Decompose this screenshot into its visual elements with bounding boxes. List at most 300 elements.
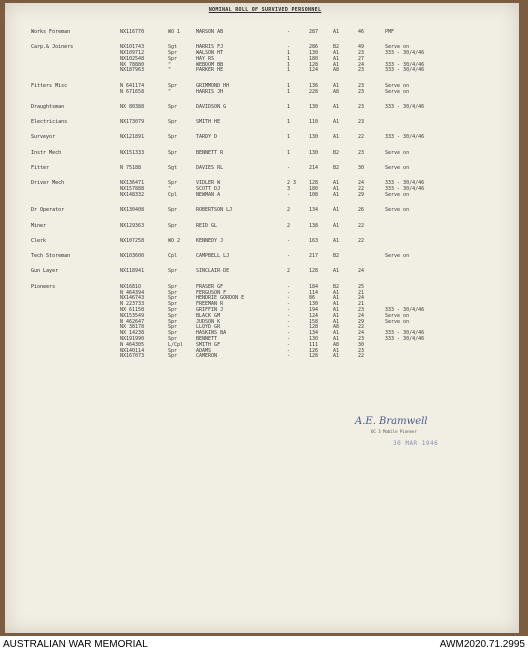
- column-code: -: [287, 353, 291, 360]
- column-a: 124: [309, 312, 319, 319]
- army-number: NX153549: [120, 312, 145, 319]
- rank: Spr: [168, 149, 178, 156]
- column-code: -: [287, 237, 291, 244]
- column-b: A1: [333, 191, 340, 198]
- column-code: -: [287, 306, 291, 313]
- trade-label: Fitter: [31, 165, 50, 172]
- member-name: FREEMAN R: [196, 301, 224, 308]
- army-number: N 223733: [120, 301, 145, 308]
- remarks: 333 - 30/4/46: [385, 67, 425, 74]
- remarks: Serve on: [385, 318, 410, 325]
- trade-group: [5, 284, 519, 359]
- army-number: NX 14238: [120, 330, 145, 337]
- remarks: PMF: [385, 29, 395, 35]
- army-number: NX103600: [120, 253, 145, 260]
- table-row: [5, 165, 519, 171]
- remarks: 333 - 30/4/46: [385, 134, 425, 141]
- column-code: -: [287, 191, 291, 198]
- column-c: 23: [358, 88, 365, 95]
- column-code: -: [287, 295, 291, 302]
- army-number: NX121891: [120, 134, 145, 141]
- column-a: 158: [309, 318, 319, 325]
- trade-group: [5, 268, 519, 274]
- remarks: 333 - 30/4/46: [385, 103, 425, 110]
- member-name: MARSON AB: [196, 29, 224, 35]
- army-number: N 671658: [120, 88, 145, 95]
- army-number: NX107258: [120, 237, 145, 244]
- column-a: 180: [309, 186, 319, 193]
- trade-label: Fitters Misc: [31, 82, 68, 89]
- member-name: HASKINS BA: [196, 330, 227, 337]
- member-name: REID GL: [196, 222, 218, 229]
- rank: Spr: [168, 289, 178, 296]
- column-c: 30: [358, 341, 365, 348]
- column-c: 22: [358, 186, 365, 193]
- column-c: 22: [358, 134, 365, 141]
- army-number: N 641174: [120, 82, 145, 89]
- column-c: 21: [358, 289, 365, 296]
- member-name: DAVIES RL: [196, 165, 224, 172]
- remarks: 333 - 30/4/46: [385, 186, 425, 193]
- column-b: A8: [333, 341, 340, 348]
- rank: Spr: [168, 301, 178, 308]
- column-c: 27: [358, 55, 365, 62]
- rank: Cpl: [168, 191, 178, 198]
- rank: Spr: [168, 347, 178, 354]
- trade-group: [5, 104, 519, 110]
- column-code: -: [287, 289, 291, 296]
- column-code: 1: [287, 103, 291, 110]
- army-number: N 462647: [120, 318, 145, 325]
- column-c: 25: [358, 283, 365, 290]
- column-code: -: [287, 335, 291, 342]
- column-b: A1: [333, 301, 340, 308]
- rank: Spr: [168, 335, 178, 342]
- army-number: NX102548: [120, 55, 145, 62]
- column-a: 184: [309, 283, 319, 290]
- trade-group: [5, 207, 519, 213]
- column-b: A1: [333, 207, 340, 214]
- column-code: 2: [287, 268, 291, 275]
- column-c: 29: [358, 318, 365, 325]
- army-number: NX148332: [120, 191, 145, 198]
- column-c: 22: [358, 353, 365, 360]
- column-b: A8: [333, 324, 340, 331]
- army-number: NX129363: [120, 222, 145, 229]
- member-name: ROBERTSON LJ: [196, 207, 233, 214]
- trade-group: [5, 180, 519, 197]
- column-code: 1: [287, 82, 291, 89]
- column-b: A1: [333, 103, 340, 110]
- column-c: 30: [358, 165, 365, 172]
- signature-block: [355, 416, 505, 456]
- column-code: 1: [287, 119, 291, 126]
- member-name: BLACK GM: [196, 312, 221, 319]
- army-number: NX136471: [120, 180, 145, 187]
- column-b: B2: [333, 165, 340, 172]
- column-code: -: [287, 324, 291, 331]
- column-b: A1: [333, 29, 340, 35]
- column-b: A1: [333, 50, 340, 57]
- remarks: Serve on: [385, 149, 410, 156]
- army-number: NX151333: [120, 149, 145, 156]
- rank: Spr: [168, 312, 178, 319]
- army-number: NX146743: [120, 295, 145, 302]
- column-b: A1: [333, 119, 340, 126]
- trade-label: Tech Storeman: [31, 253, 71, 260]
- column-code: -: [287, 165, 291, 172]
- trade-group: [5, 29, 519, 35]
- rank: Cpl: [168, 253, 178, 260]
- remarks: Serve on: [385, 191, 410, 198]
- rank: Spr: [168, 222, 178, 229]
- column-c: 24: [358, 268, 365, 275]
- remarks: 333 - 30/4/46: [385, 50, 425, 57]
- member-name: BENNETT: [196, 335, 218, 342]
- column-b: A1: [333, 289, 340, 296]
- member-name: SMITH HE: [196, 119, 221, 126]
- table-row: [5, 89, 519, 95]
- rank: Spr: [168, 207, 178, 214]
- trade-group: [5, 134, 519, 140]
- column-c: 26: [358, 207, 365, 214]
- rank: Spr: [168, 82, 178, 89]
- table-row: [5, 353, 519, 359]
- trade-label: Pioneers: [31, 283, 56, 290]
- member-name: SCOTT DJ: [196, 186, 221, 193]
- column-b: A1: [333, 312, 340, 319]
- remarks: Serve on: [385, 165, 410, 172]
- column-code: 1: [287, 50, 291, 57]
- rank: Spr: [168, 324, 178, 331]
- column-a: 128: [309, 324, 319, 331]
- table-row: [5, 104, 519, 110]
- army-number: NX191990: [120, 335, 145, 342]
- column-a: 130: [309, 301, 319, 308]
- rank: Spr: [168, 180, 178, 187]
- army-number: NX187963: [120, 67, 145, 74]
- member-name: JUDSON K: [196, 318, 221, 325]
- column-code: 1: [287, 134, 291, 141]
- member-name: TARDY D: [196, 134, 218, 141]
- column-a: 287: [309, 29, 319, 35]
- column-code: -: [287, 44, 291, 51]
- column-b: A8: [333, 67, 340, 74]
- column-b: A1: [333, 347, 340, 354]
- rank: Spr: [168, 103, 178, 110]
- column-c: 23: [358, 103, 365, 110]
- column-c: 24: [358, 295, 365, 302]
- army-number: NX118941: [120, 268, 145, 275]
- army-number: NX130408: [120, 207, 145, 214]
- column-code: -: [287, 330, 291, 337]
- rank: L/Cpl: [168, 341, 184, 348]
- trade-label: Surveyor: [31, 134, 56, 141]
- table-row: [5, 67, 519, 73]
- column-b: A1: [333, 330, 340, 337]
- remarks: 333 - 30/4/46: [385, 330, 425, 337]
- column-code: 1: [287, 88, 291, 95]
- rank: Sgt: [168, 165, 178, 172]
- rank: Spr: [168, 268, 178, 275]
- column-a: 128: [309, 180, 319, 187]
- trade-label: Dr Operator: [31, 207, 65, 214]
- member-name: CAMPBELL LJ: [196, 253, 230, 260]
- rank: Spr: [168, 306, 178, 313]
- trade-group: [5, 44, 519, 73]
- trade-label: Driver Mech: [31, 180, 65, 187]
- footer-institution: AUSTRALIAN WAR MEMORIAL: [3, 639, 148, 650]
- column-b: A1: [333, 306, 340, 313]
- column-a: 194: [309, 306, 319, 313]
- army-number: NX116770: [120, 29, 145, 35]
- column-b: B2: [333, 283, 340, 290]
- member-name: DAVIDSON G: [196, 103, 227, 110]
- column-c: 23: [358, 119, 365, 126]
- column-c: 23: [358, 50, 365, 57]
- rank: Spr: [168, 353, 178, 360]
- trade-group: [5, 223, 519, 229]
- remarks: 333 - 30/4/46: [385, 306, 425, 313]
- column-code: 2: [287, 207, 291, 214]
- member-name: WEBDOM BB: [196, 61, 224, 68]
- table-row: [5, 223, 519, 229]
- column-c: 24: [358, 330, 365, 337]
- column-b: A1: [333, 180, 340, 187]
- column-code: -: [287, 347, 291, 354]
- column-c: 22: [358, 237, 365, 244]
- member-name: PARKER HE: [196, 67, 224, 74]
- trade-label: Carp.& Joiners: [31, 44, 74, 51]
- column-code: 2: [287, 222, 291, 229]
- rank: Spr: [168, 318, 178, 325]
- remarks: 333 - 30/4/46: [385, 335, 425, 342]
- rank: ": [168, 186, 172, 193]
- army-number: N 75188: [120, 165, 142, 172]
- column-a: 214: [309, 165, 319, 172]
- column-a: 111: [309, 341, 319, 348]
- member-name: SINCLAIR DE: [196, 268, 230, 275]
- column-a: 136: [309, 82, 319, 89]
- nominal-roll-table: [5, 17, 519, 359]
- trade-label: Draughtsman: [31, 103, 65, 110]
- column-a: 180: [309, 55, 319, 62]
- column-b: B2: [333, 44, 340, 51]
- column-code: 1: [287, 149, 291, 156]
- army-number: NX167073: [120, 353, 145, 360]
- column-b: A1: [333, 222, 340, 229]
- column-a: 130: [309, 149, 319, 156]
- table-row: [5, 192, 519, 198]
- army-number: NX157888: [120, 186, 145, 193]
- member-name: LLOYD GR: [196, 324, 221, 331]
- trade-group: [5, 150, 519, 156]
- column-a: 130: [309, 50, 319, 57]
- trade-label: Works Foreman: [31, 29, 71, 35]
- rank: ": [168, 61, 172, 68]
- trade-group: [5, 83, 519, 95]
- rank: ": [168, 88, 172, 95]
- rank: WO 2: [168, 237, 181, 244]
- column-a: 138: [309, 222, 319, 229]
- column-a: 134: [309, 330, 319, 337]
- trade-group: [5, 165, 519, 171]
- column-code: 1: [287, 61, 291, 68]
- column-code: -: [287, 301, 291, 308]
- rank: Spr: [168, 295, 178, 302]
- trade-group: [5, 253, 519, 259]
- column-c: 22: [358, 222, 365, 229]
- member-name: NEWMAN A: [196, 191, 221, 198]
- column-b: A1: [333, 134, 340, 141]
- rank: Spr: [168, 134, 178, 141]
- document-page: [5, 3, 519, 633]
- column-c: 23: [358, 149, 365, 156]
- army-number: NX101743: [120, 44, 145, 51]
- column-c: 21: [358, 301, 365, 308]
- column-c: 24: [358, 180, 365, 187]
- document-title: NOMINAL ROLL OF SURVIVED PERSONNEL: [208, 7, 322, 13]
- rank: Spr: [168, 55, 178, 62]
- member-name: KENNEDY J: [196, 237, 224, 244]
- member-name: WALSON HT: [196, 50, 224, 57]
- column-code: -: [287, 341, 291, 348]
- column-b: A1: [333, 55, 340, 62]
- rank: WO 1: [168, 29, 181, 35]
- member-name: HENDRIE GORDON E: [196, 295, 245, 302]
- column-b: A1: [333, 82, 340, 89]
- table-row: [5, 119, 519, 125]
- trade-label: Electricians: [31, 119, 68, 126]
- trade-label: Gun Layer: [31, 268, 59, 275]
- column-a: 217: [309, 253, 319, 260]
- member-name: HARRIS FJ: [196, 44, 224, 51]
- column-b: A8: [333, 88, 340, 95]
- column-c: 49: [358, 44, 365, 51]
- column-b: A1: [333, 335, 340, 342]
- column-code: 1: [287, 67, 291, 74]
- army-number: NX 80388: [120, 103, 145, 110]
- column-a: 108: [309, 191, 319, 198]
- table-row: [5, 29, 519, 35]
- column-c: 23: [358, 347, 365, 354]
- table-row: [5, 134, 519, 140]
- remarks: Serve on: [385, 253, 410, 260]
- member-name: GRIFFIN J: [196, 306, 224, 313]
- column-a: 126: [309, 347, 319, 354]
- column-c: 29: [358, 191, 365, 198]
- army-number: NX173079: [120, 119, 145, 126]
- army-number: N 464394: [120, 289, 145, 296]
- column-c: 46: [358, 29, 365, 35]
- member-name: GRIMMOND HH: [196, 82, 230, 89]
- trade-label: Instr Mech: [31, 149, 62, 156]
- column-c: 23: [358, 82, 365, 89]
- table-row: [5, 268, 519, 274]
- rank: Spr: [168, 330, 178, 337]
- column-c: 22: [358, 324, 365, 331]
- column-b: A1: [333, 318, 340, 325]
- column-a: 134: [309, 207, 319, 214]
- column-a: 114: [309, 289, 319, 296]
- column-b: A1: [333, 268, 340, 275]
- column-code: 1: [287, 55, 291, 62]
- rank: Spr: [168, 119, 178, 126]
- trade-group: [5, 119, 519, 125]
- column-code: -: [287, 283, 291, 290]
- member-name: CAMERON: [196, 353, 218, 360]
- army-number: NX140114: [120, 347, 145, 354]
- column-b: A1: [333, 61, 340, 68]
- army-number: N 464305: [120, 341, 145, 348]
- remarks: Serve on: [385, 207, 410, 214]
- column-a: 128: [309, 268, 319, 275]
- column-b: B2: [333, 149, 340, 156]
- trade-label: Miner: [31, 222, 47, 229]
- column-b: A1: [333, 237, 340, 244]
- member-name: ADAMS: [196, 347, 212, 354]
- army-number: NX 78880: [120, 61, 145, 68]
- member-name: FERGUSON F: [196, 289, 227, 296]
- trade-group: [5, 238, 519, 244]
- column-a: 128: [309, 61, 319, 68]
- column-code: -: [287, 29, 291, 35]
- member-name: SMITH GF: [196, 341, 221, 348]
- table-row: [5, 150, 519, 156]
- rank: Spr: [168, 50, 178, 57]
- column-a: 124: [309, 67, 319, 74]
- column-code: -: [287, 312, 291, 319]
- column-b: A1: [333, 295, 340, 302]
- column-a: 130: [309, 335, 319, 342]
- rank: Sgt: [168, 44, 178, 51]
- column-b: A1: [333, 186, 340, 193]
- column-code: 2 3: [287, 180, 297, 187]
- column-code: 3: [287, 186, 291, 193]
- column-a: 163: [309, 237, 319, 244]
- remarks: Serve on: [385, 82, 410, 89]
- remarks: 333 - 30/4/46: [385, 180, 425, 187]
- column-c: 24: [358, 312, 365, 319]
- column-a: 130: [309, 134, 319, 141]
- column-b: B2: [333, 253, 340, 260]
- column-a: 110: [309, 119, 319, 126]
- column-a: 86: [309, 295, 316, 302]
- signature: A.E. Bramwell: [355, 416, 428, 427]
- date-stamp: 30 MAR 1946: [393, 440, 439, 447]
- column-code: -: [287, 318, 291, 325]
- remarks: Serve on: [385, 44, 410, 51]
- rank: ": [168, 67, 172, 74]
- column-c: 24: [358, 61, 365, 68]
- column-c: 23: [358, 335, 365, 342]
- table-row: [5, 253, 519, 259]
- remarks: 333 - 30/4/46: [385, 61, 425, 68]
- column-c: 23: [358, 67, 365, 74]
- signature-caption: OC 3 Mobile Pioneer: [371, 429, 417, 434]
- table-row: [5, 207, 519, 213]
- footer-accession-number: AWM2020.71.2995: [439, 639, 525, 650]
- army-number: NX109712: [120, 50, 145, 57]
- column-a: 128: [309, 353, 319, 360]
- column-a: 130: [309, 103, 319, 110]
- trade-label: Clerk: [31, 237, 47, 244]
- member-name: HARRIS JH: [196, 88, 224, 95]
- army-number: NX 38178: [120, 324, 145, 331]
- member-name: BENNETT R: [196, 149, 224, 156]
- army-number: NX 61158: [120, 306, 145, 313]
- army-number: NX1681O: [120, 283, 142, 290]
